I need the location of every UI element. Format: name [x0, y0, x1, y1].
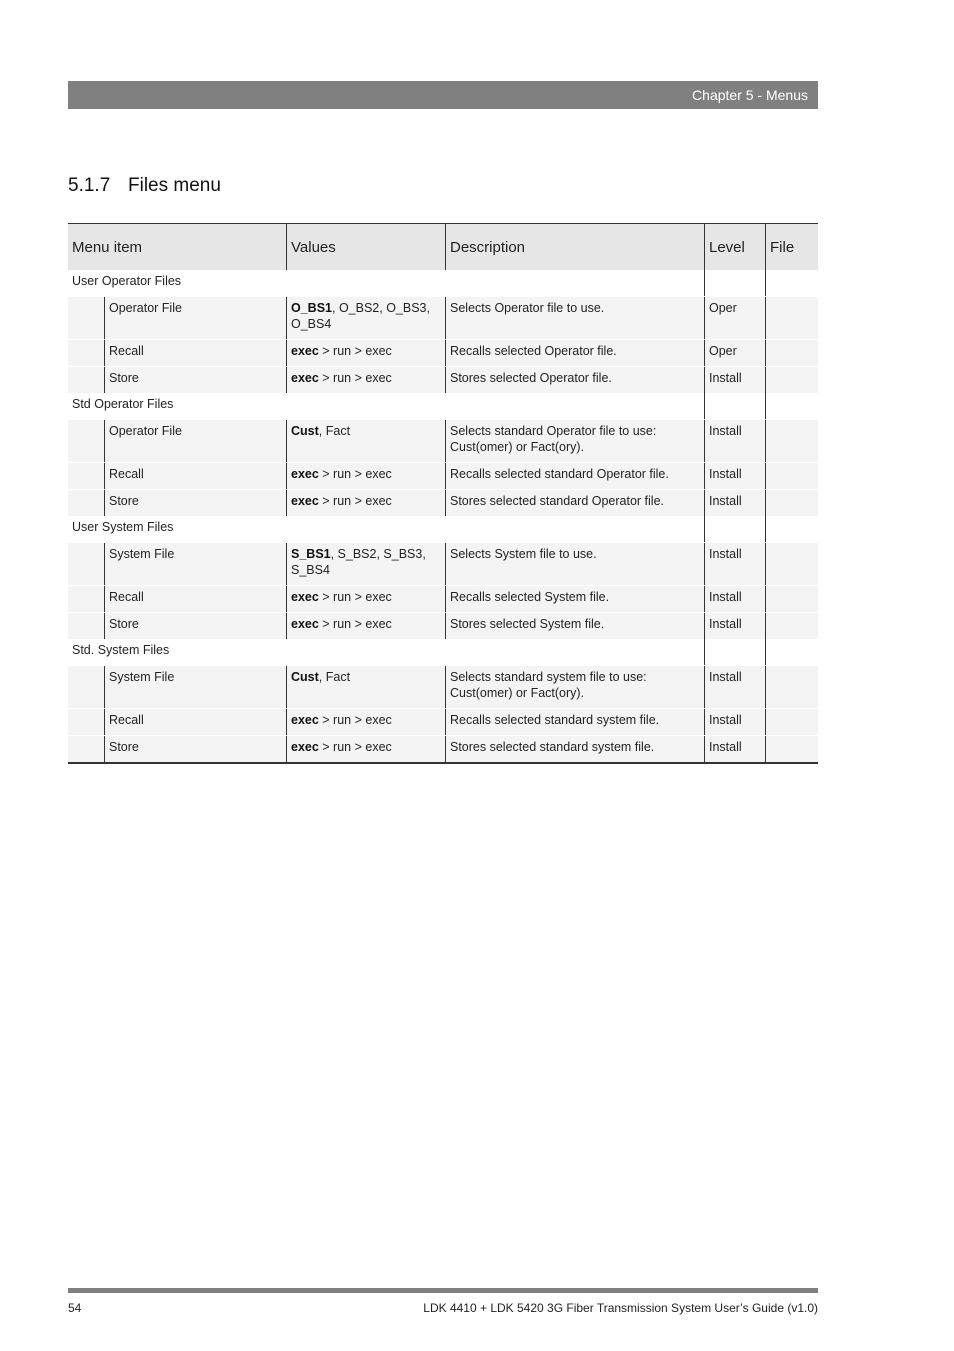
group-label: User Operator Files — [72, 274, 182, 288]
level-cell: Install — [704, 709, 765, 735]
values-cell — [286, 340, 445, 366]
file-cell — [765, 666, 818, 708]
menu-item-cell: Recall — [104, 463, 286, 489]
table-row — [68, 366, 818, 393]
values-cell — [286, 490, 445, 516]
values-cell — [286, 420, 445, 462]
level-cell: Install — [704, 586, 765, 612]
column-header: File — [765, 224, 818, 270]
description-cell: Stores selected System file. — [445, 613, 704, 639]
menu-item-cell: Recall — [104, 709, 286, 735]
menu-item-cell: Operator File — [104, 297, 286, 339]
other-values: > run > exec — [318, 617, 392, 631]
default-value: Cust — [291, 670, 319, 684]
values-cell — [286, 709, 445, 735]
description-cell: Selects System file to use. — [445, 543, 704, 585]
menu-item-cell: Store — [104, 613, 286, 639]
default-value: exec — [291, 590, 319, 604]
table-row — [68, 612, 818, 639]
file-cell — [765, 516, 818, 542]
file-cell — [765, 613, 818, 639]
level-cell: Install — [704, 613, 765, 639]
description-cell: Stores selected Operator file. — [445, 367, 704, 393]
values-cell — [286, 297, 445, 339]
level-cell: Install — [704, 463, 765, 489]
file-cell — [765, 393, 818, 419]
table-row — [68, 339, 818, 366]
section-number: 5.1.7 — [68, 175, 111, 196]
menu-item-cell: Store — [104, 490, 286, 516]
level-cell — [704, 639, 765, 665]
menu-item-cell: System File — [104, 543, 286, 585]
level-cell: Install — [704, 666, 765, 708]
file-cell — [765, 543, 818, 585]
default-value: exec — [291, 371, 319, 385]
other-values: , Fact — [318, 424, 351, 438]
menu-item-cell: Recall — [104, 340, 286, 366]
values-cell — [286, 543, 445, 585]
table-row — [68, 489, 818, 516]
menu-item-cell: Recall — [104, 586, 286, 612]
level-cell: Oper — [704, 297, 765, 339]
menu-item-cell: Operator File — [104, 420, 286, 462]
default-value: exec — [291, 617, 319, 631]
file-cell — [765, 270, 818, 296]
table-row — [68, 462, 818, 489]
description-cell: Recalls selected Operator file. — [445, 340, 704, 366]
menu-item-cell: Store — [104, 367, 286, 393]
table-row — [68, 585, 818, 612]
default-value: S_BS1 — [291, 547, 331, 561]
file-cell — [765, 340, 818, 366]
group-row — [68, 393, 818, 419]
chapter-header: Chapter 5 - Menus — [68, 81, 818, 109]
description-cell: Recalls selected standard Operator file. — [445, 463, 704, 489]
level-cell — [704, 393, 765, 419]
section-title-text: Files menu — [128, 175, 221, 196]
default-value: exec — [291, 740, 319, 754]
menu-item-cell: Store — [104, 736, 286, 762]
footer-bar — [68, 1288, 818, 1293]
other-values: , S_BS2, S_BS3, S_BS4 — [291, 547, 426, 577]
table-row — [68, 708, 818, 735]
file-cell — [765, 297, 818, 339]
files-menu-table — [68, 223, 818, 764]
table-row — [68, 296, 818, 339]
group-row — [68, 270, 818, 296]
file-cell — [765, 586, 818, 612]
description-cell: Recalls selected standard system file. — [445, 709, 704, 735]
level-cell: Install — [704, 490, 765, 516]
table-header — [68, 224, 818, 270]
default-value: exec — [291, 344, 319, 358]
menu-item-cell: System File — [104, 666, 286, 708]
default-value: Cust — [291, 424, 319, 438]
other-values: > run > exec — [318, 590, 392, 604]
file-cell — [765, 736, 818, 762]
values-cell — [286, 367, 445, 393]
file-cell — [765, 709, 818, 735]
default-value: exec — [291, 494, 319, 508]
values-cell — [286, 586, 445, 612]
default-value: O_BS1 — [291, 301, 332, 315]
group-label: Std Operator Files — [72, 397, 174, 411]
level-cell: Install — [704, 543, 765, 585]
file-cell — [765, 490, 818, 516]
level-cell: Install — [704, 736, 765, 762]
column-header: Level — [704, 224, 765, 270]
other-values: , O_BS2, O_BS3, O_BS4 — [291, 301, 430, 331]
column-header: Values — [286, 224, 445, 270]
footer-title: LDK 4410 + LDK 5420 3G Fiber Transmission System User’s Guide (v1.0) — [423, 1301, 818, 1315]
group-label: Std. System Files — [72, 643, 170, 657]
column-header: Description — [445, 224, 704, 270]
other-values: > run > exec — [318, 740, 392, 754]
file-cell — [765, 367, 818, 393]
group-row — [68, 639, 818, 665]
table-row — [68, 735, 818, 762]
level-cell — [704, 270, 765, 296]
values-cell — [286, 613, 445, 639]
level-cell: Oper — [704, 340, 765, 366]
description-cell: Stores selected standard Operator file. — [445, 490, 704, 516]
values-cell — [286, 736, 445, 762]
other-values: > run > exec — [318, 494, 392, 508]
other-values: , Fact — [318, 670, 351, 684]
column-header: Menu item — [72, 239, 143, 256]
level-cell: Install — [704, 420, 765, 462]
values-cell — [286, 666, 445, 708]
other-values: > run > exec — [318, 344, 392, 358]
other-values: > run > exec — [318, 371, 392, 385]
table-row — [68, 419, 818, 462]
description-cell: Selects standard Operator file to use: Cust(omer) or Fact(ory). — [445, 420, 704, 462]
other-values: > run > exec — [318, 467, 392, 481]
section-title — [68, 175, 221, 197]
description-cell: Stores selected standard system file. — [445, 736, 704, 762]
file-cell — [765, 420, 818, 462]
file-cell — [765, 639, 818, 665]
page-number: 54 — [68, 1301, 82, 1315]
description-cell: Selects Operator file to use. — [445, 297, 704, 339]
values-cell — [286, 463, 445, 489]
default-value: exec — [291, 713, 319, 727]
default-value: exec — [291, 467, 319, 481]
other-values: > run > exec — [318, 713, 392, 727]
description-cell: Recalls selected System file. — [445, 586, 704, 612]
group-label: User System Files — [72, 520, 174, 534]
table-row — [68, 665, 818, 708]
level-cell: Install — [704, 367, 765, 393]
group-row — [68, 516, 818, 542]
level-cell — [704, 516, 765, 542]
table-row — [68, 542, 818, 585]
file-cell — [765, 463, 818, 489]
description-cell: Selects standard system file to use: Cust(omer) or Fact(ory). — [445, 666, 704, 708]
